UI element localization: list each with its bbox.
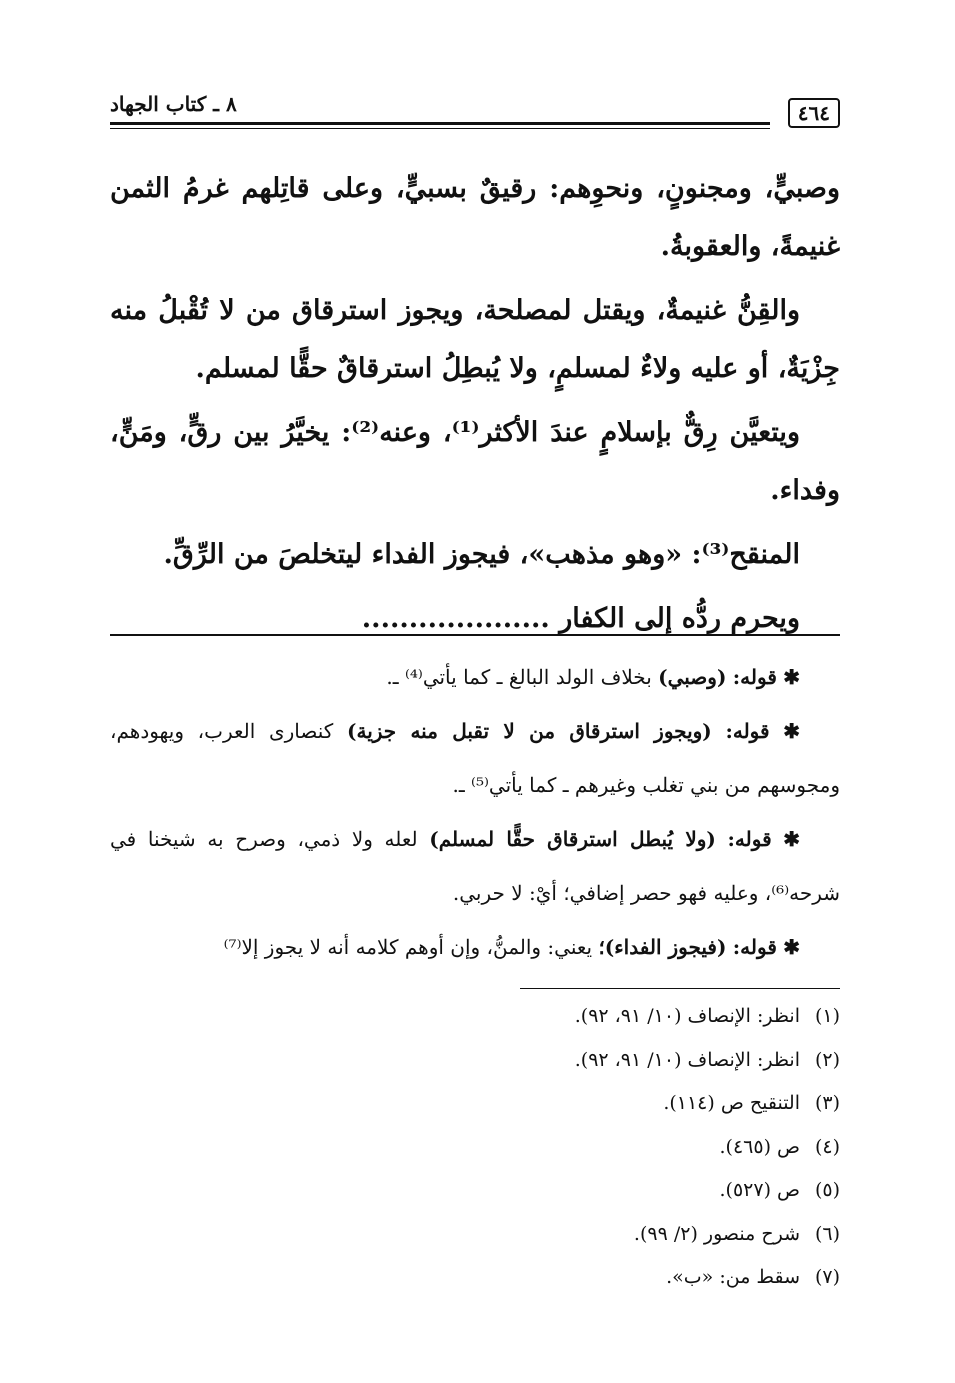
footnote-item — [110, 995, 840, 1039]
footnote-text: ص (٥٢٧). — [719, 1179, 800, 1201]
footnote-number: (٢) — [814, 1048, 840, 1071]
note-prefix: قوله: — [732, 665, 777, 689]
footnote-text: سقط من: «ب». — [666, 1266, 800, 1288]
footnote-item — [110, 1126, 840, 1170]
note-body: يعني: والمنُّ، وإن أوهم كلامه أنه لا يجوز إلا⁽⁷⁾ — [223, 935, 593, 959]
main-paragraph — [110, 590, 840, 648]
footnote-text: انظر: الإنصاف (١٠/ ٩١، ٩٢). — [574, 1048, 800, 1071]
star-icon: ✱ — [783, 827, 801, 851]
note-prefix: قوله: — [725, 719, 770, 743]
commentary-note — [110, 704, 840, 812]
main-paragraph: ويتعيَّن رِقٌّ بإسلامٍ عندَ الأكثر⁽¹⁾، وعنه⁽²⁾: يخيَّرُ بين رقٍّ، ومَنٍّ، وفداء. — [110, 417, 840, 506]
chapter-title: ٨ ـ كتاب الجهاد — [110, 92, 237, 116]
note-quote: (وصبي) — [658, 665, 727, 689]
footnote-item — [110, 1039, 840, 1083]
main-paragraph: المنقح⁽³⁾: «وهو مذهب»، فيجوز الفداء ليتخلصَ من الرِّقِّ. — [163, 539, 800, 570]
footnote-number: (٥) — [814, 1179, 840, 1201]
page-number: ٤٦٤ — [788, 98, 840, 128]
footnote-item — [110, 1169, 840, 1213]
commentary-note — [110, 920, 840, 974]
header-rule — [110, 122, 770, 129]
note-body: بخلاف الولد البالغ ـ كما يأتي⁽⁴⁾ ـ. — [386, 665, 652, 689]
main-paragraph: وصبيٍّ، ومجنونٍ، ونحوِهم: رقيقٌ بسبيٍّ، وعلى قاتِلهم غرمُ الثمن غنيمةً، والعقوبةُ. — [110, 173, 840, 262]
footnote-number: (١) — [814, 1005, 840, 1027]
main-paragraph: والقِنُّ غنيمةٌ، ويقتل لمصلحة، ويجوز استرقاق من لا تُقْبلُ منه جِزْيَةٌ، أو عليه ولاءٌ لمسلمٍ، ولا يُبطِلُ استرقاقٌ حقًّا لمسلم. — [110, 295, 840, 384]
star-icon: ✱ — [783, 665, 800, 689]
footnote-number: (٧) — [814, 1266, 840, 1288]
note-prefix: قوله: — [732, 935, 777, 959]
footnote-text: ص (٤٦٥). — [719, 1135, 800, 1158]
footnote-number: (٣) — [814, 1092, 840, 1114]
note-prefix: قوله: — [727, 827, 772, 851]
footnote-number: (٦) — [814, 1222, 840, 1245]
commentary-note — [110, 650, 840, 704]
main-paragraph-text: ويحرم ردُّه إلى الكفار — [559, 603, 800, 634]
note-quote: (ويجوز استرقاق من لا تقبل منه جزية) — [347, 719, 712, 743]
note-quote: (فيجوز الفداء)؛ — [598, 935, 727, 959]
note-body: كنصارى العرب، ويهودهم، ومجوسهم من بني تغلب وغيرهم ـ كما يأتي⁽⁵⁾ ـ. — [110, 719, 840, 797]
book-page — [110, 0, 840, 1383]
footnote-number: (٤) — [814, 1135, 840, 1158]
footnote-text: التنقيح ص (١١٤). — [663, 1092, 800, 1114]
commentary — [110, 650, 840, 974]
commentary-note — [110, 812, 840, 920]
star-icon: ✱ — [783, 719, 801, 743]
star-icon: ✱ — [783, 935, 800, 959]
page-header — [110, 92, 840, 128]
dotted-leader: .................... — [361, 603, 550, 634]
footnote-item — [110, 1256, 840, 1300]
footnote-item — [110, 1213, 840, 1257]
main-text — [110, 160, 840, 654]
note-quote: (ولا يُبطل استرقاق حقًّا لمسلم) — [429, 827, 716, 851]
footnote-divider — [520, 988, 840, 989]
footnote-text: انظر: الإنصاف (١٠/ ٩١، ٩٢). — [574, 1005, 800, 1027]
footnote-item — [110, 1082, 840, 1126]
footnote-text: شرح منصور (٢/ ٩٩). — [633, 1222, 800, 1245]
note-body: لعله ولا ذمي، وصرح به شيخنا في شرحه⁽⁶⁾، وعليه فهو حصر إضافي؛ أيْ: لا حربي. — [110, 827, 840, 905]
footnotes — [110, 995, 840, 1300]
section-divider — [110, 634, 840, 636]
